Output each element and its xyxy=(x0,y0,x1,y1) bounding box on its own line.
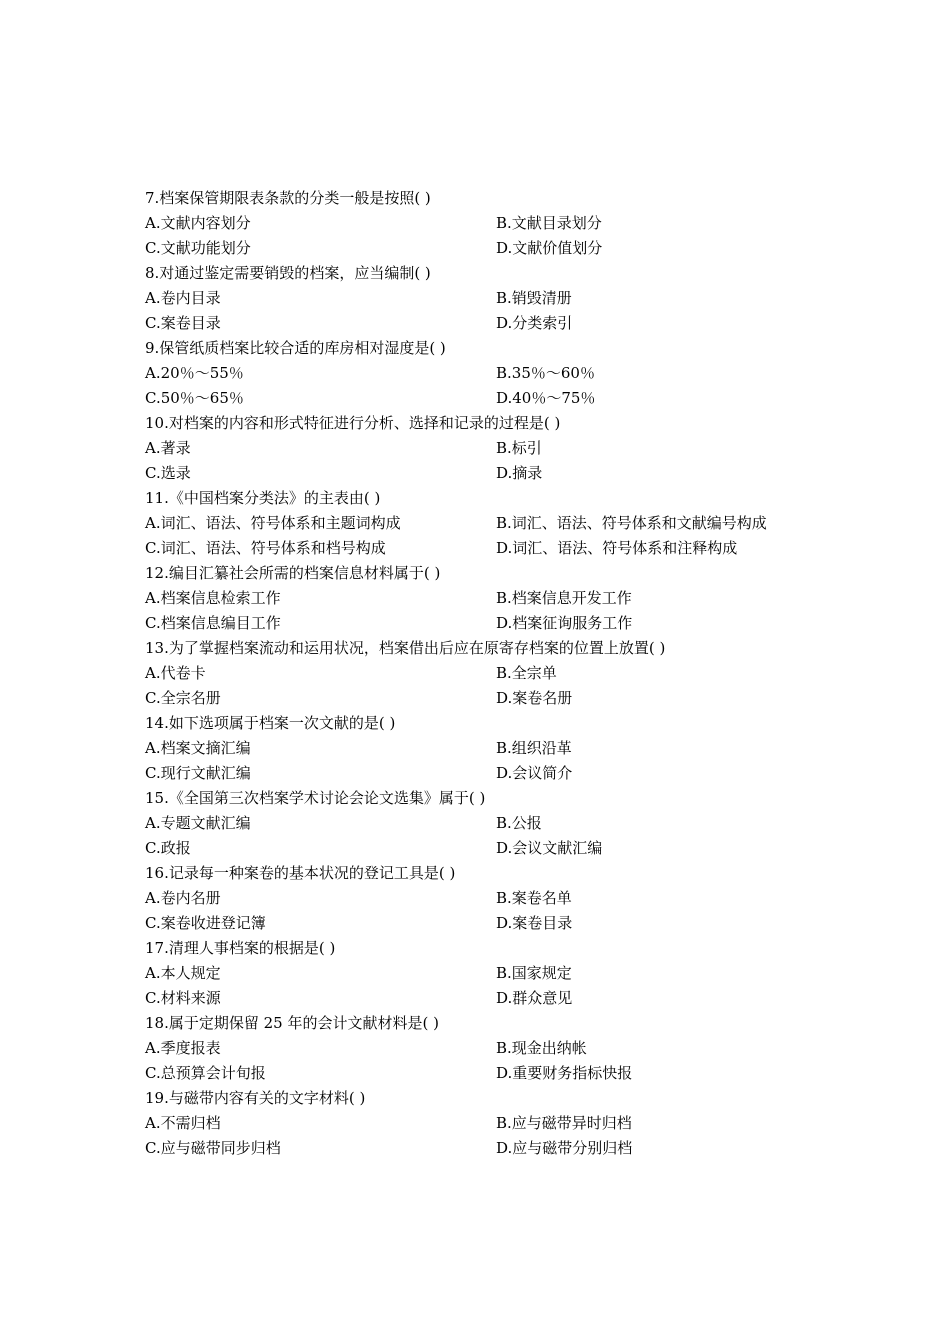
answer-option: B.35％～60％ xyxy=(496,364,595,382)
option-row xyxy=(145,736,865,761)
answer-option: D.分类索引 xyxy=(496,314,573,332)
question-block xyxy=(145,936,865,1011)
answer-option: C.应与磁带同步归档 xyxy=(145,1139,281,1157)
answer-option: A.文献内容划分 xyxy=(145,214,251,232)
answer-option: C.案卷收进登记簿 xyxy=(145,914,266,932)
answer-option: B.销毁清册 xyxy=(496,289,572,307)
option-row xyxy=(145,1111,865,1136)
option-row xyxy=(145,461,865,486)
answer-option: D.会议文献汇编 xyxy=(496,839,603,857)
option-row xyxy=(145,511,865,536)
answer-option: A.专题文献汇编 xyxy=(145,814,251,832)
option-row xyxy=(145,761,865,786)
option-row xyxy=(145,886,865,911)
option-row xyxy=(145,811,865,836)
answer-option: A.词汇、语法、符号体系和主题词构成 xyxy=(145,514,401,532)
option-row xyxy=(145,1061,865,1086)
answer-option: C.总预算会计旬报 xyxy=(145,1064,266,1082)
question-stem: 17.清理人事档案的根据是( ) xyxy=(145,939,336,957)
answer-option: A.代卷卡 xyxy=(145,664,206,682)
question-block xyxy=(145,1086,865,1161)
answer-option: B.公报 xyxy=(496,814,542,832)
question-block xyxy=(145,186,865,261)
question-stem: 9.保管纸质档案比较合适的库房相对湿度是( ) xyxy=(145,339,446,357)
answer-option: A.本人规定 xyxy=(145,964,221,982)
answer-option: D.40％～75％ xyxy=(496,389,596,407)
answer-option: B.现金出纳帐 xyxy=(496,1039,587,1057)
answer-option: B.组织沿革 xyxy=(496,739,572,757)
answer-option: A.卷内目录 xyxy=(145,289,221,307)
option-row xyxy=(145,586,865,611)
answer-option: A.档案文摘汇编 xyxy=(145,739,251,757)
answer-option: C.档案信息编目工作 xyxy=(145,614,281,632)
question-stem: 19.与磁带内容有关的文字材料( ) xyxy=(145,1089,366,1107)
question-stem: 13.为了掌握档案流动和运用状况，档案借出后应在原寄存档案的位置上放置( ) xyxy=(145,639,666,657)
answer-option: B.档案信息开发工作 xyxy=(496,589,632,607)
question-block xyxy=(145,861,865,936)
question-stem: 12.编目汇纂社会所需的档案信息材料属于( ) xyxy=(145,564,441,582)
answer-option: D.词汇、语法、符号体系和注释构成 xyxy=(496,539,738,557)
answer-option: D.群众意见 xyxy=(496,989,573,1007)
question-block xyxy=(145,711,865,786)
question-block xyxy=(145,336,865,411)
option-row xyxy=(145,911,865,936)
option-row xyxy=(145,311,865,336)
option-row xyxy=(145,236,865,261)
question-stem: 18.属于定期保留 25 年的会计文献材料是( ) xyxy=(145,1014,439,1032)
option-row xyxy=(145,386,865,411)
answer-option: B.全宗单 xyxy=(496,664,557,682)
option-row xyxy=(145,836,865,861)
question-block xyxy=(145,786,865,861)
answer-option: C.材料来源 xyxy=(145,989,221,1007)
answer-option: B.国家规定 xyxy=(496,964,572,982)
answer-option: D.会议简介 xyxy=(496,764,573,782)
question-stem: 11.《中国档案分类法》的主表由( ) xyxy=(145,489,381,507)
answer-option: C.政报 xyxy=(145,839,191,857)
answer-option: C.现行文献汇编 xyxy=(145,764,251,782)
answer-option: A.档案信息检索工作 xyxy=(145,589,281,607)
option-row xyxy=(145,361,865,386)
exam-question-list xyxy=(145,186,865,1161)
question-stem: 7.档案保管期限表条款的分类一般是按照( ) xyxy=(145,189,431,207)
answer-option: B.案卷名单 xyxy=(496,889,572,907)
answer-option: D.案卷目录 xyxy=(496,914,573,932)
question-block xyxy=(145,561,865,636)
question-block xyxy=(145,261,865,336)
option-row xyxy=(145,286,865,311)
option-row xyxy=(145,611,865,636)
answer-option: C.全宗名册 xyxy=(145,689,221,707)
question-block xyxy=(145,636,865,711)
answer-option: C.案卷目录 xyxy=(145,314,221,332)
answer-option: D.文献价值划分 xyxy=(496,239,603,257)
answer-option: D.案卷名册 xyxy=(496,689,573,707)
question-stem: 14.如下选项属于档案一次文献的是( ) xyxy=(145,714,396,732)
option-row xyxy=(145,661,865,686)
option-row xyxy=(145,961,865,986)
answer-option: C.选录 xyxy=(145,464,191,482)
answer-option: D.摘录 xyxy=(496,464,543,482)
answer-option: C.50％～65％ xyxy=(145,389,244,407)
option-row xyxy=(145,211,865,236)
answer-option: A.卷内名册 xyxy=(145,889,221,907)
question-stem: 10.对档案的内容和形式特征进行分析、选择和记录的过程是( ) xyxy=(145,414,561,432)
option-row xyxy=(145,686,865,711)
question-stem: 8.对通过鉴定需要销毁的档案，应当编制( ) xyxy=(145,264,431,282)
question-block xyxy=(145,411,865,486)
answer-option: D.应与磁带分别归档 xyxy=(496,1139,633,1157)
answer-option: D.重要财务指标快报 xyxy=(496,1064,633,1082)
answer-option: D.档案征询服务工作 xyxy=(496,614,633,632)
answer-option: B.应与磁带异时归档 xyxy=(496,1114,632,1132)
answer-option: B.标引 xyxy=(496,439,542,457)
question-block xyxy=(145,486,865,561)
question-stem: 15.《全国第三次档案学术讨论会论文选集》属于( ) xyxy=(145,789,486,807)
answer-option: A.著录 xyxy=(145,439,191,457)
answer-option: A.20％～55％ xyxy=(145,364,244,382)
answer-option: B.文献目录划分 xyxy=(496,214,602,232)
answer-option: C.词汇、语法、符号体系和档号构成 xyxy=(145,539,386,557)
option-row xyxy=(145,1136,865,1161)
question-stem: 16.记录每一种案卷的基本状况的登记工具是( ) xyxy=(145,864,456,882)
answer-option: A.不需归档 xyxy=(145,1114,221,1132)
option-row xyxy=(145,986,865,1011)
answer-option: C.文献功能划分 xyxy=(145,239,251,257)
answer-option: B.词汇、语法、符号体系和文献编号构成 xyxy=(496,514,767,532)
option-row xyxy=(145,436,865,461)
option-row xyxy=(145,1036,865,1061)
answer-option: A.季度报表 xyxy=(145,1039,221,1057)
question-block xyxy=(145,1011,865,1086)
option-row xyxy=(145,536,865,561)
